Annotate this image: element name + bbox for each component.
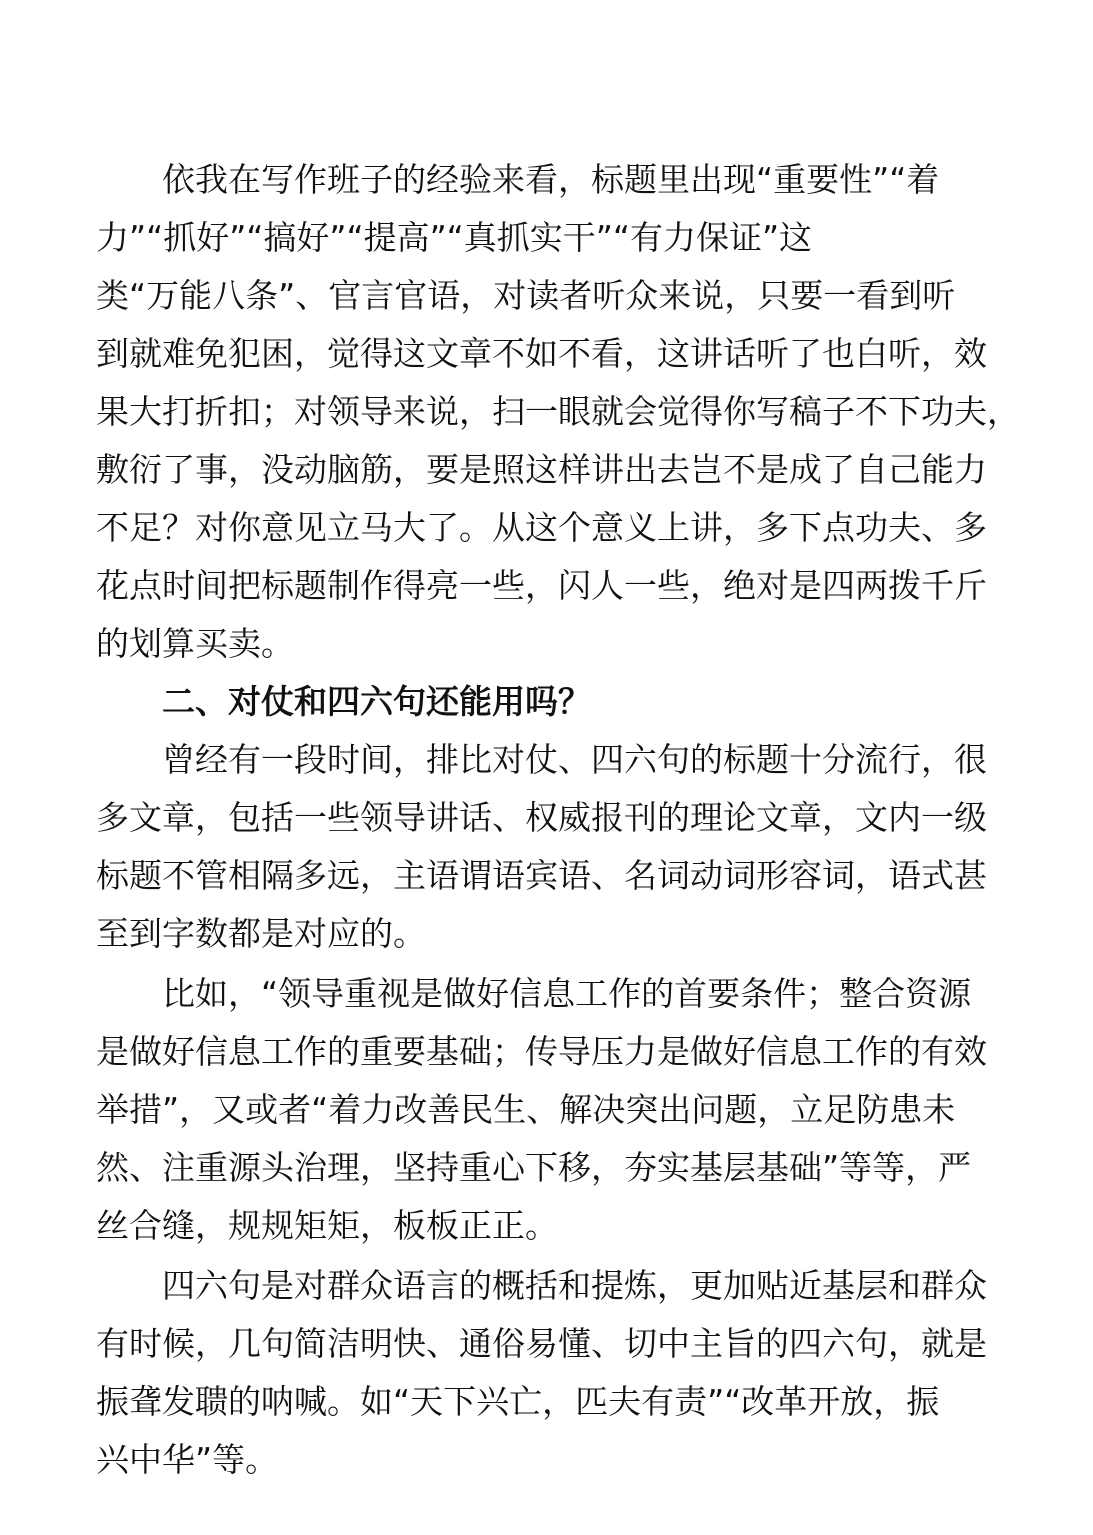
paragraph-2-line-2: 多文章，包括一些领导讲话、权威报刊的理论文章，文内一级: [96, 798, 987, 837]
paragraph-1-line-1: 依我在写作班子的经验来看，标题里出现“重要性”“着: [96, 160, 940, 199]
paragraph-1-line-2: 力”“抓好”“搞好”“提高”“真抓实干”“有力保证”这: [96, 218, 813, 257]
paragraph-3-line-4: 然、注重源头治理，坚持重心下移，夯实基层基础”等等，严: [96, 1148, 972, 1187]
paragraph-2-line-3: 标题不管相隔多远，主语谓语宾语、名词动词形容词，语式甚: [96, 856, 987, 895]
paragraph-4-line-3: 振聋发聩的呐喊。如“天下兴亡，匹夫有责”“改革开放，振: [96, 1382, 940, 1421]
section-heading: 二、对仗和四六句还能用吗？: [96, 682, 591, 721]
paragraph-1-line-5: 果大打折扣；对领导来说，扫一眼就会觉得你写稿子不下功夫，: [96, 392, 1020, 431]
paragraph-4-line-1: 四六句是对群众语言的概括和提炼，更加贴近基层和群众: [96, 1266, 987, 1305]
paragraph-1-line-9: 的划算买卖。: [96, 624, 294, 663]
paragraph-1-line-8: 花点时间把标题制作得亮一些，闪人一些，绝对是四两拨千斤: [96, 566, 987, 605]
paragraph-3-line-1: 比如，“领导重视是做好信息工作的首要条件；整合资源: [96, 974, 972, 1013]
paragraph-3-line-3: 举措”，又或者“着力改善民生、解决突出问题，立足防患未: [96, 1090, 956, 1129]
paragraph-3-line-5: 丝合缝，规规矩矩，板板正正。: [96, 1206, 558, 1245]
paragraph-4-line-2: 有时候，几句简洁明快、通俗易懂、切中主旨的四六句，就是: [96, 1324, 987, 1363]
paragraph-1-line-6: 敷衍了事，没动脑筋，要是照这样讲出去岂不是成了自己能力: [96, 450, 987, 489]
paragraph-1-line-3: 类“万能八条”、官言官语，对读者听众来说，只要一看到听: [96, 276, 956, 315]
paragraph-1-line-4: 到就难免犯困，觉得这文章不如不看，这讲话听了也白听，效: [96, 334, 987, 373]
paragraph-2-line-4: 至到字数都是对应的。: [96, 914, 426, 953]
paragraph-1-line-7: 不足？对你意见立马大了。从这个意义上讲，多下点功夫、多: [96, 508, 987, 547]
paragraph-2-line-1: 曾经有一段时间，排比对仗、四六句的标题十分流行，很: [96, 740, 987, 779]
paragraph-3-line-2: 是做好信息工作的重要基础；传导压力是做好信息工作的有效: [96, 1032, 987, 1071]
paragraph-4-line-4: 兴中华”等。: [96, 1440, 279, 1479]
